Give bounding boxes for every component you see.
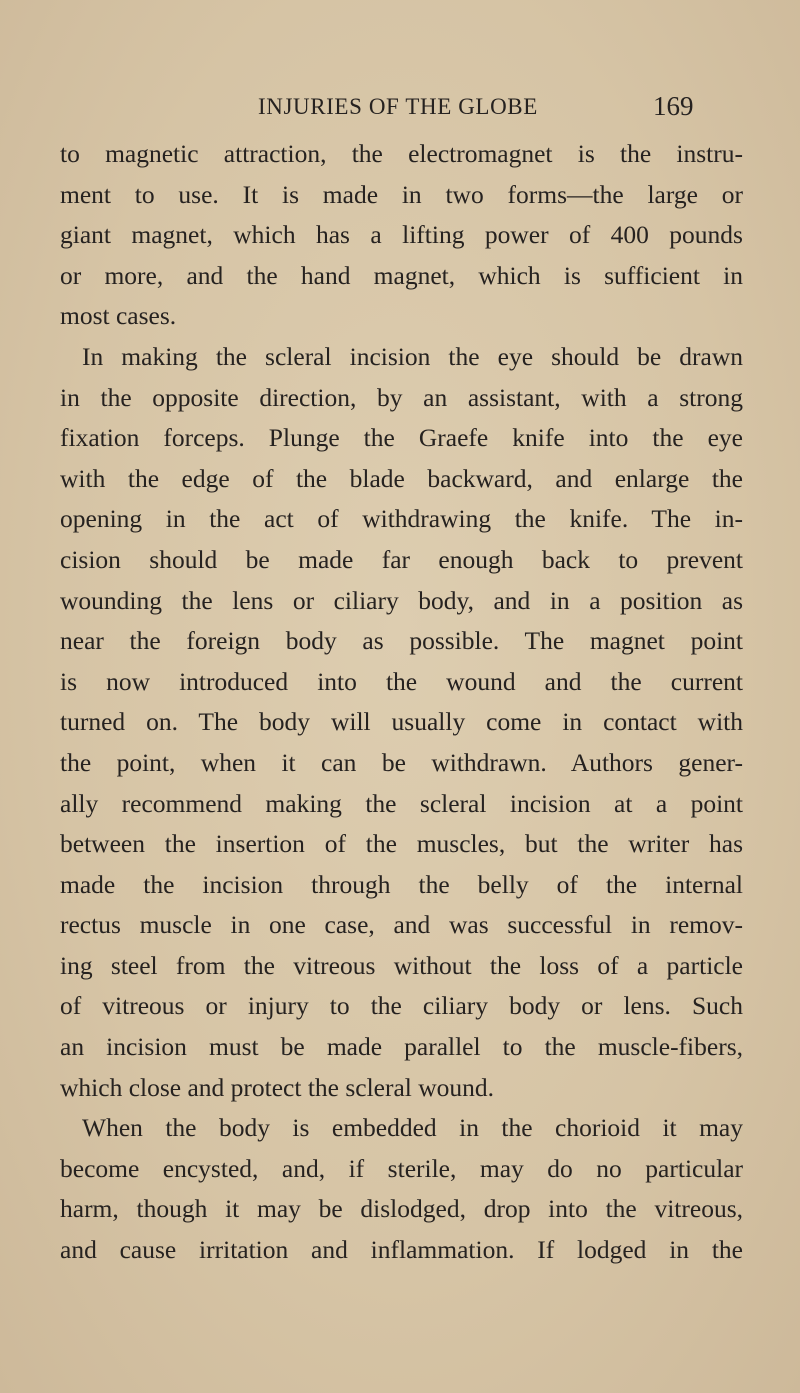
text-line: cision should be made far enough back to prevent bbox=[60, 544, 743, 574]
text-line: turned on. The body will usually come in contact with bbox=[60, 707, 743, 737]
text-line: giant magnet, which has a lifting power of 400 pounds bbox=[60, 220, 743, 250]
text-line: or more, and the hand magnet, which is sufficient in bbox=[60, 260, 743, 290]
text-line: and cause irritation and inflammation. If lodged in the bbox=[60, 1235, 743, 1265]
text-line: an incision must be made parallel to the muscle-fibers, bbox=[60, 1032, 743, 1062]
text-line: ing steel from the vitreous without the loss of a particle bbox=[60, 950, 743, 980]
text-line: to magnetic attraction, the electromagnet is the instru- bbox=[60, 139, 743, 168]
text-line: In making the scleral incision the eye should be drawn bbox=[82, 341, 743, 371]
text-line: made the incision through the belly of the internal bbox=[60, 869, 743, 899]
body-text bbox=[60, 134, 743, 1271]
text-line: ally recommend making the scleral incision at a point bbox=[60, 788, 743, 818]
text-line: ment to use. It is made in two forms—the large or bbox=[60, 179, 743, 209]
text-line: become encysted, and, if sterile, may do no particular bbox=[60, 1153, 743, 1183]
page-number: 169 bbox=[653, 91, 694, 121]
text-line: When the body is embedded in the chorioid it may bbox=[82, 1113, 743, 1143]
text-line: wounding the lens or ciliary body, and in a position as bbox=[60, 585, 743, 615]
text-line: rectus muscle in one case, and was successful in remov- bbox=[60, 910, 743, 940]
text-line: between the insertion of the muscles, but the writer has bbox=[60, 829, 743, 859]
text-line: which close and protect the scleral wound. bbox=[60, 1072, 495, 1102]
text-line: the point, when it can be withdrawn. Authors gener- bbox=[60, 747, 743, 777]
text-line: opening in the act of withdrawing the knife. The in- bbox=[60, 504, 743, 534]
text-line: in the opposite direction, by an assistant, with a strong bbox=[60, 382, 743, 412]
text-line: near the foreign body as possible. The magnet point bbox=[60, 626, 743, 656]
text-line: is now introduced into the wound and the current bbox=[60, 666, 743, 696]
text-line: with the edge of the blade backward, and enlarge the bbox=[60, 463, 743, 493]
text-line: most cases. bbox=[60, 301, 177, 331]
running-title: INJURIES OF THE GLOBE bbox=[258, 94, 538, 119]
text-line: fixation forceps. Plunge the Graefe knife into the eye bbox=[60, 423, 743, 453]
text-line: harm, though it may be dislodged, drop into the vitreous, bbox=[60, 1194, 743, 1224]
text-line: of vitreous or injury to the ciliary body or lens. Such bbox=[60, 991, 743, 1021]
